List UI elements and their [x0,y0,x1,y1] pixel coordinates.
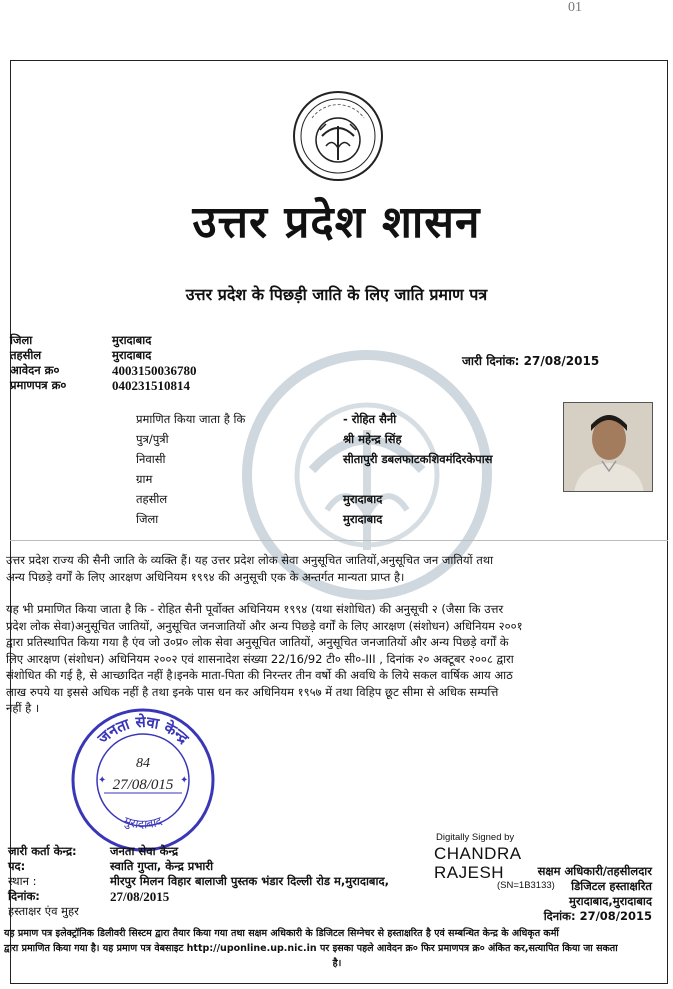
detail-label-tehsil: तहसील [136,492,168,506]
center-stamp-icon [68,705,218,855]
stamp-top-text: जनता सेवा केन्द्र [93,712,193,748]
stamp-number: 84 [136,756,150,771]
certificate-no-value: 040231510814 [112,378,190,393]
detail-label-village: ग्राम [136,472,153,486]
issuer-place-value: मीरपुर मिलन विहार बालाजी पुस्तक भंडार दिल्ली रोड म,मुरादाबाद, [110,874,389,888]
svg-text:मुरादाबाद [122,814,165,832]
paragraph-line: लिए आरक्षण (संशोधन) अधिनियम २००२ एवं शासनादेश संख्या 22/16/92 टी० सी०-III , दिनांक २० अक्टूबर २००८ द्वारा [6,651,514,666]
issuer-post-value: स्वाति गुप्ता, केन्द्र प्रभारी [110,859,214,873]
stamp-date: 27/08/015 [112,777,174,793]
digital-signature-caption: Digitally Signed by [436,832,515,843]
footer-line: है। [332,958,342,969]
authority-line: मुरादाबाद,मुरादाबाद [569,894,652,908]
issuer-date-label: दिनांक: [8,889,40,903]
svg-text:✦: ✦ [98,775,107,786]
scan-page-mark: 01 [568,0,582,15]
authority-block [500,864,652,924]
signer-serial: (SN=1B3133) [497,880,555,891]
detail-value-district: मुरादाबाद [343,512,383,526]
signer-name-line2: RAJESH [434,863,505,882]
issuer-date-value: 27/08/2015 [110,889,170,904]
footer-line: यह प्रमाण पत्र इलेक्ट्रॉनिक डिलीवरी सिस्टम द्वारा तैयार किया गया तथा सक्षम अधिकारी के डिजिटल सिग्नेचर से हस्ताक्षरित है एवं सम्बन्धित केन्द्र के अधिकृत कर्मी [4,928,559,939]
signer-name-line1: CHANDRA [434,844,522,863]
applicant-photo [563,402,653,492]
authority-line: डिजिटल हस्ताक्षरित [571,879,652,893]
issuer-center-label: जारी कर्ता केन्द्र: [8,844,77,858]
paragraph-creamy-layer [6,601,668,717]
paragraph-line: यह भी प्रमाणित किया जाता है कि - रोहित सैनी पूर्वोक्त अधिनियम १९९४ (यथा संशोधित) की अनुसूची २ (जैसा कि उत्तर [6,602,504,616]
certificate-subtitle: उत्तर प्रदेश के पिछड़ी जाति के लिए जाति प्रमाण पत्र [185,285,488,304]
district-value: मुरादाबाद [112,333,152,347]
detail-value-name: - रोहित सैनी [343,412,397,426]
detail-label-child-of: पुत्र/पुत्री [136,432,169,446]
detail-label-resident: निवासी [136,452,166,466]
paragraph-caste-recognition [6,552,668,585]
up-govt-emblem-icon [292,90,384,182]
issuer-place-label: स्थान : [8,874,37,888]
detail-label-certify: प्रमाणित किया जाता है कि [136,412,246,426]
application-no-label: आवेदन क्र० [10,363,60,377]
paragraph-line: लाख रुपये या इससे अधिक नहीं है तथा इनके पास धन कर अधिनियम १९५७ में तथा विहिप छूट सीमा से अधिक सम्पत्ति [6,684,499,699]
detail-value-address: सीतापुरी डबलफाटकशिवमंदिरकेपास [343,452,493,466]
paragraph-line: द्वारा प्रतिस्थापित किया गया है एंव जो उ०प्र० लोक सेवा अनुसूचित जातियों, अनुसूचित जनजातियों और अन्य पिछड़े वर्गों के [6,635,509,649]
detail-value-father: श्री महेन्द्र सिंह [343,432,402,446]
paragraph-line: उत्तर प्रदेश राज्य की सैनी जाति के व्यक्ति हैं। यह उत्तर प्रदेश लोक सेवा अनुसूचित जातियों,अनुसूचित जन जातियों तथा [6,553,494,567]
tehsil-value: मुरादाबाद [112,348,152,362]
page-title: उत्तर प्रदेश शासन [192,197,481,248]
footer-line: द्वारा प्रमाणित किया गया है। यह प्रमाण पत्र वेबसाइट http://uponline.up.nic.in पर इसका पहले आवेदन क्र० फिर प्रमाणपत्र क्र० अंकित कर,सत्यापित किया जा सकता [4,943,618,954]
tehsil-label: तहसील [10,348,42,362]
person-photo-icon [564,403,653,492]
certificate-no-label: प्रमाणपत्र क्र० [10,378,67,392]
issuer-post-label: पद: [8,859,26,873]
paragraph-line: संशोधित की गई है, से आच्छादित नहीं है।इनके माता-पिता की निरन्तर तीन वर्षो की अवधि के लिये सकल वार्षिक आय आठ [6,668,513,682]
paragraph-line: प्रदेश लोक सेवा)अनुसूचित जातियों, अनुसूचित जनजातियों और अन्य पिछड़े वर्गों के लिए आरक्षण (संशोधन) अधिनियम २००१ [6,618,523,633]
section-divider [10,540,668,541]
paragraph-line: अन्य पिछड़े वर्गों के लिए आरक्षण अधिनियम १९९४ की अनुसूची एक के अन्तर्गत मान्यता प्राप्त है। [6,569,405,584]
detail-value-tehsil: मुरादाबाद [343,492,383,506]
authority-line: दिनांक: 27/08/2015 [543,909,652,923]
paragraph-line: नहीं है । [6,701,40,715]
issuer-center-value: जनता सेवा केन्द्र [110,844,179,858]
district-label: जिला [10,333,33,347]
stamp-bottom-text: मुरादाबाद [122,813,165,832]
authority-line: सक्षम अधिकारी/तहसीलदार [537,864,652,878]
verification-footer [4,926,670,971]
svg-text:✦: ✦ [180,775,189,786]
detail-label-district: जिला [136,512,159,526]
issue-date: जारी दिनांक: 27/08/2015 [462,354,600,368]
application-no-value: 4003150036780 [112,363,197,378]
signature-and-seal-label: हस्ताक्षर एंव मुहर [8,904,79,918]
